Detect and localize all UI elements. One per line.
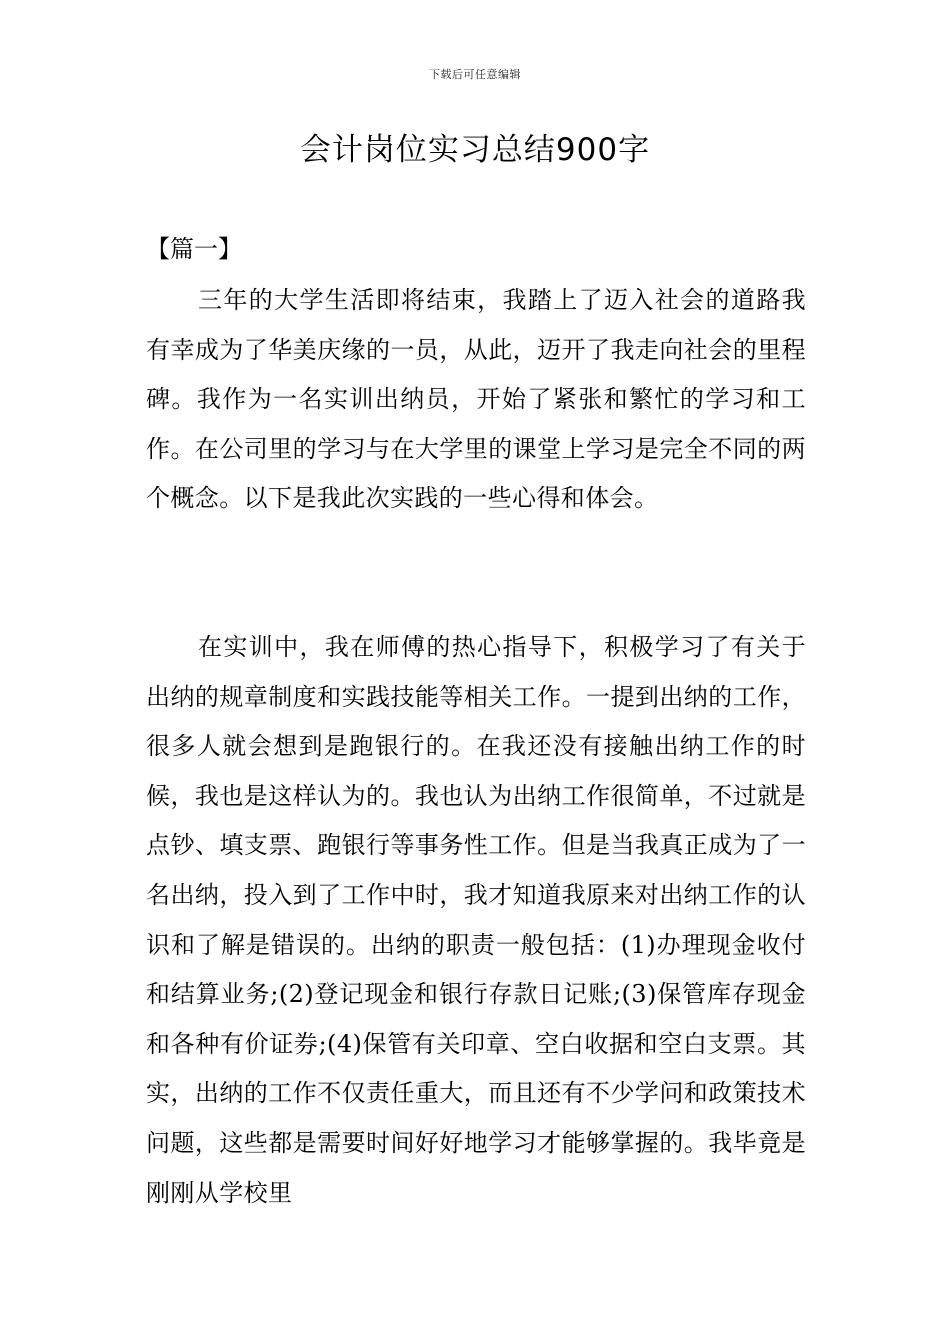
body-paragraph-2: 在实训中，我在师傅的热心指导下，积极学习了有关于出纳的规章制度和实践技能等相关工作。一提到出纳的工作，很多人就会想到是跑银行的。在我还没有接触出纳工作的时候，我也是这样认为的。我也认为出纳工作很简单，不过就是点钞、填支票、跑银行等事务性工作。但是当我真正成为了一名出纳，投入到了工作中时，我才知道我原来对出纳工作的认识和了解是错误的。出纳的职责一般包括：(1)办理现金收付和结算业务;(2)登记现金和银行存款日记账;(3)保管库存现金和各种有价证券;(4)保管有关印章、空白收据和空白支票。其实，出纳的工作不仅责任重大，而且还有不少学问和政策技术问题，这些都是需要时间好好地学习才能够掌握的。我毕竟是刚刚从学校里 bbox=[146, 633, 806, 1207]
section-label: 【篇一】 bbox=[146, 235, 242, 263]
document-title: 会计岗位实习总结900字 bbox=[299, 132, 651, 168]
header-note: 下载后可任意编辑 bbox=[429, 68, 521, 81]
body-paragraph-1: 三年的大学生活即将结束，我踏上了迈入社会的道路我有幸成为了华美庆缘的一员，从此，迈开了我走向社会的里程碑。我作为一名实训出纳员，开始了紧张和繁忙的学习和工作。在公司里的学习与在大学里的课堂上学习是完全不同的两个概念。以下是我此次实践的一些心得和体会。 bbox=[146, 286, 806, 513]
